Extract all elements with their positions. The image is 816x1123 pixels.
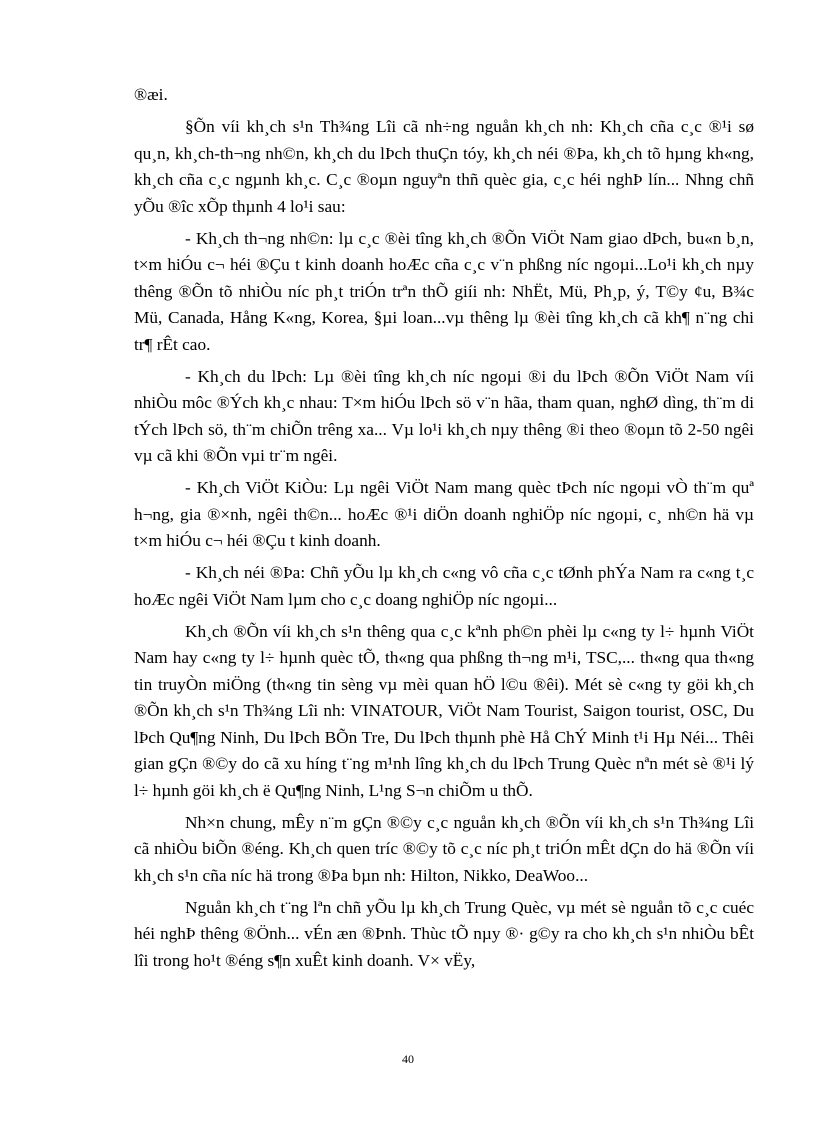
paragraph-domestic-guests: - Kh¸ch néi ®Þa: Chñ yÕu lµ kh¸ch c«ng vô cña c¸c tØnh phÝa Nam ra c«ng t¸c hoÆc ngêi ViÖt Nam lµm cho c¸c doang nghiÖp níc ngoµi... <box>134 563 754 609</box>
paragraph-customer-sources: §Õn víi kh¸ch s¹n Th¾ng Lîi cã nh÷ng nguån kh¸ch nh: Kh¸ch cña c¸c ®¹i sø qu¸n, kh¸ch-th¬ng nh©n, kh¸ch du lÞch thuÇn tóy, kh¸ch néi ®Þa, kh¸ch tõ hµng kh«ng, kh¸ch cña c¸c ngµnh kh¸c. C¸c ®oµn nguyªn thñ quèc gia, c¸c héi nghÞ lín... Nhng chñ yÕu ®îc xÕp thµnh 4 lo¹i sau: <box>134 117 754 216</box>
body-text <box>134 82 754 980</box>
paragraph-chinese-guests: Nguån kh¸ch t¨ng lªn chñ yÕu lµ kh¸ch Trung Quèc, vµ mét sè nguån tõ c¸c cuéc héi nghÞ thêng ®Önh... vÉn æn ®Þnh. Thùc tÕ nµy ®· g©y ra cho kh¸ch s¹n nhiÒu bÊt lîi trong ho¹t ®éng s¶n xuÊt kinh doanh. V× vËy, <box>134 897 754 970</box>
paragraph-overseas-vietnamese: - Kh¸ch ViÖt KiÒu: Lµ ngêi ViÖt Nam mang quèc tÞch níc ngoµi vÒ th¨m quª h¬ng, gia ®×nh, ngêi th©n... hoÆc ®¹i diÖn doanh nghiÖp níc ngoµi, c¸ nh©n hä vµ t×m hiÓu c¬ héi ®Çu t kinh doanh. <box>134 478 754 550</box>
paragraph-continuation: ®æi. <box>134 85 168 104</box>
paragraph-overview: Nh×n chung, mÊy n¨m gÇn ®©y c¸c nguån kh¸ch ®Õn víi kh¸ch s¹n Th¾ng Lîi cã nhiÒu biÕn ®éng. Kh¸ch quen tríc ®©y tõ c¸c níc ph¸t triÓn mÊt dÇn do hä ®Õn víi kh¸ch s¹n cña níc hä trong ®Þa bµn nh: Hilton, Nikko, DeaWoo... <box>134 812 754 885</box>
page-number: 40 <box>402 1052 414 1066</box>
paragraph-business-guests: - Kh¸ch th¬ng nh©n: lµ c¸c ®èi tîng kh¸ch ®Õn ViÖt Nam giao dÞch, bu«n b¸n, t×m hiÓu c¬ héi ®Çu t kinh doanh hoÆc cña c¸c v¨n phßng níc ngoµi...Lo¹i kh¸ch nµy thêng ®Õn tõ nhiÒu níc ph¸t triÓn trªn thÕ giíi nh: NhËt, Mü, Ph¸p, ý, T©y ¢u, B¾c Mü, Canada, Hång K«ng, Korea, §µi loan...vµ thêng lµ ®èi tîng kh¸ch cã kh¶ n¨ng chi tr¶ rÊt cao. <box>134 228 754 354</box>
paragraph-distribution-channels: Kh¸ch ®Õn víi kh¸ch s¹n thêng qua c¸c kªnh ph©n phèi lµ c«ng ty l÷ hµnh ViÖt Nam hay c«ng ty l÷ hµnh quèc tÕ, th«ng qua phßng th¬ng m¹i, TSC,... th«ng qua th«ng tin truyÒn miÖng (th«ng tin sèng vµ mèi quan hÖ l©u ®êi). Mét sè c«ng ty göi kh¸ch ®Õn kh¸ch s¹n Th¾ng Lîi nh: VINATOUR, ViÖt Nam Tourist, Saigon tourist, OSC, Du lÞch Qu¶ng Ninh, Du lÞch BÕn Tre, Du lÞch thµnh phè Hå ChÝ Minh t¹i Hµ Néi... Thêi gian gÇn ®©y do cã xu híng t¨ng m¹nh lîng kh¸ch du lÞch Trung Quèc nªn mét sè ®¹i lý l÷ hµnh göi kh¸ch ë Qu¶ng Ninh, L¹ng S¬n chiÕm u thÕ. <box>134 621 754 800</box>
paragraph-tourist-guests: - Kh¸ch du lÞch: Lµ ®èi tîng kh¸ch níc ngoµi ®i du lÞch ®Õn ViÖt Nam víi nhiÒu môc ®Ých kh¸c nhau: T×m hiÓu lÞch sö v¨n hãa, tham quan, nghØ dìng, th¨m di tÝch lÞch sö, th¨m chiÕn trêng xa... Vµ lo¹i kh¸ch nµy thêng ®i theo ®oµn tõ 2-50 ngêi vµ cã khi ®Õn vµi tr¨m ngêi. <box>134 366 754 465</box>
